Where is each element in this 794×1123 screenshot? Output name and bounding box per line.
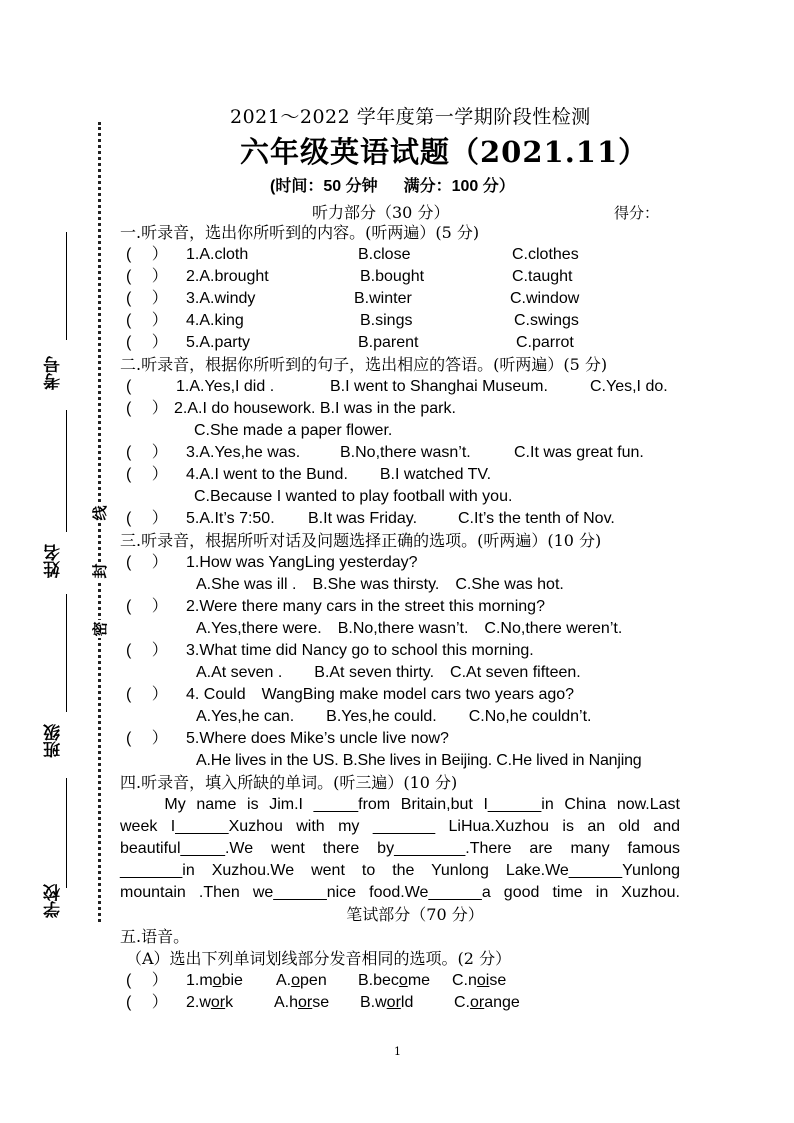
cloze-line: beautiful_____.We went there by________.There are many famous: [120, 840, 680, 857]
xingming-blank-line: [66, 410, 67, 532]
answer-options-row: A.Yes,there were. B.No,there wasn’t. C.No,there weren’t.: [196, 620, 623, 637]
section-1-title: 一.听录音，选出你所听到的内容。(听两遍）(5 分): [120, 223, 480, 242]
answer-paren: ( ）: [126, 290, 168, 307]
exam-term-line: 2021～2022 学年度第一学期阶段性检测: [230, 106, 591, 128]
banji-blank-line: [66, 594, 67, 712]
question-row: ( ） 3.A.Yes,he was. B.No,there wasn’t. C.It was great fun.: [120, 442, 680, 464]
cloze-line: _______in Xuzhou.We went to the Yunlong Lake.We______Yunlong: [120, 862, 680, 879]
kaohao-label: 考号: [44, 356, 64, 390]
answer-paren: ( ）: [126, 312, 168, 329]
answer-options-row: A.Yes,he can. B.Yes,he could. C.No,he couldn’t.: [196, 708, 592, 725]
question-row: ( ） 1.How was YangLing yesterday?: [120, 552, 680, 574]
question-row: ( ） 2.work A.horse B.world C.orange: [120, 992, 680, 1014]
question-row: ( ） 3.What time did Nancy go to school this morning.: [120, 640, 680, 662]
score-label: 得分：: [614, 204, 660, 222]
answer-paren: (: [126, 378, 132, 395]
banji-label: 班级: [44, 724, 64, 758]
question-row: ( ） 1.A.cloth B.close C.clothes: [120, 244, 680, 266]
answer-paren: ( ）: [126, 400, 168, 417]
question-row-cont: C.Because I wanted to play football with you.: [194, 488, 513, 505]
kaohao-blank-line: [66, 232, 67, 340]
question-row: ( ） 4.A.king B.sings C.swings: [120, 310, 680, 332]
answer-options-row: A.At seven . B.At seven thirty. C.At seven fifteen.: [196, 664, 581, 681]
question-row: ( ） 3.A.windy B.winter C.window: [120, 288, 680, 310]
question-row: ( ） 5.Where does Mike’s uncle live now?: [120, 728, 680, 750]
exam-time-score: [270, 173, 541, 196]
question-row: ( ） 2.A.brought B.bought C.taught: [120, 266, 680, 288]
question-row: ( ） 4.A.I went to the Bund. B.I watched TV.: [120, 464, 680, 486]
question-row: ( ） 2.A.I do housework. B.I was in the park.: [120, 398, 680, 420]
exam-title: 六年级英语试题（2021.11）: [240, 135, 649, 169]
answer-paren: ( ）: [126, 510, 168, 527]
xuexiao-label: 学校: [44, 884, 64, 918]
cloze-line: My name is Jim.I _____from Britain,but I______in China now.Last: [120, 796, 680, 813]
answer-paren: ( ）: [126, 246, 168, 263]
question-row: ( ） 5.A.It’s 7:50. B.It was Friday. C.It’s the tenth of Nov.: [120, 508, 680, 530]
answer-paren: ( ）: [126, 642, 168, 659]
seal-char-feng: 封: [88, 562, 112, 580]
answer-paren: ( ）: [126, 598, 168, 615]
question-row: ( ） 5.A.party B.parent C.parrot: [120, 332, 680, 354]
question-row: ( ） 4. Could WangBing make model cars two years ago?: [120, 684, 680, 706]
section-5a-title: （A）选出下列单词划线部分发音相同的选项。(2 分）: [126, 949, 512, 968]
listening-part-title: 听力部分（30 分）: [312, 203, 450, 222]
section-5-title: 五.语音。: [120, 927, 190, 946]
exam-full-score: 满分：100 分）: [403, 178, 515, 195]
question-row: ( ） 2.Were there many cars in the street this morning?: [120, 596, 680, 618]
section-4-title: 四.听录音，填入所缺的单词。(听三遍）(10 分): [120, 773, 458, 792]
answer-paren: ( ）: [126, 972, 168, 989]
cloze-paragraph: [120, 794, 680, 904]
written-part-title: 笔试部分（70 分）: [346, 905, 484, 924]
answer-paren: ( ）: [126, 686, 168, 703]
cloze-line: mountain .Then we______nice food.We______a good time in Xuzhou.: [120, 884, 680, 901]
seal-char-xian: 线: [88, 504, 112, 522]
answer-paren: ( ）: [126, 444, 168, 461]
exam-body: [120, 222, 680, 1014]
exam-time: (时间：50 分钟: [270, 178, 378, 195]
answer-paren: ( ）: [126, 334, 168, 351]
section-2-title: 二.听录音，根据你所听到的句子，选出相应的答语。(听两遍）(5 分): [120, 355, 608, 374]
page-number: 1: [394, 1045, 401, 1058]
answer-options-row: A.She was ill . B.She was thirsty. C.She was hot.: [196, 576, 564, 593]
question-row: ( 1.A.Yes,I did . B.I went to Shanghai Museum. C.Yes,I do.: [120, 376, 680, 398]
answer-options-row: A.He lives in the US. B.She lives in Beijing. C.He lived in Nanjing: [196, 752, 642, 769]
question-row-cont: C.She made a paper flower.: [194, 422, 393, 439]
question-row: ( ） 1.mobie A.open B.become C.noise: [120, 970, 680, 992]
xuexiao-blank-line: [66, 778, 67, 888]
answer-paren: ( ）: [126, 994, 168, 1011]
cloze-line: week I______Xuzhou with my _______ LiHua.Xuzhou is an old and: [120, 818, 680, 835]
answer-paren: ( ）: [126, 466, 168, 483]
xingming-label: 姓名: [44, 544, 64, 578]
seal-char-mi: 密: [88, 620, 112, 638]
answer-paren: ( ）: [126, 554, 168, 571]
section-3-title: 三.听录音，根据所听对话及问题选择正确的选项。(听两遍）(10 分): [120, 531, 602, 550]
answer-paren: ( ）: [126, 268, 168, 285]
answer-paren: ( ）: [126, 730, 168, 747]
